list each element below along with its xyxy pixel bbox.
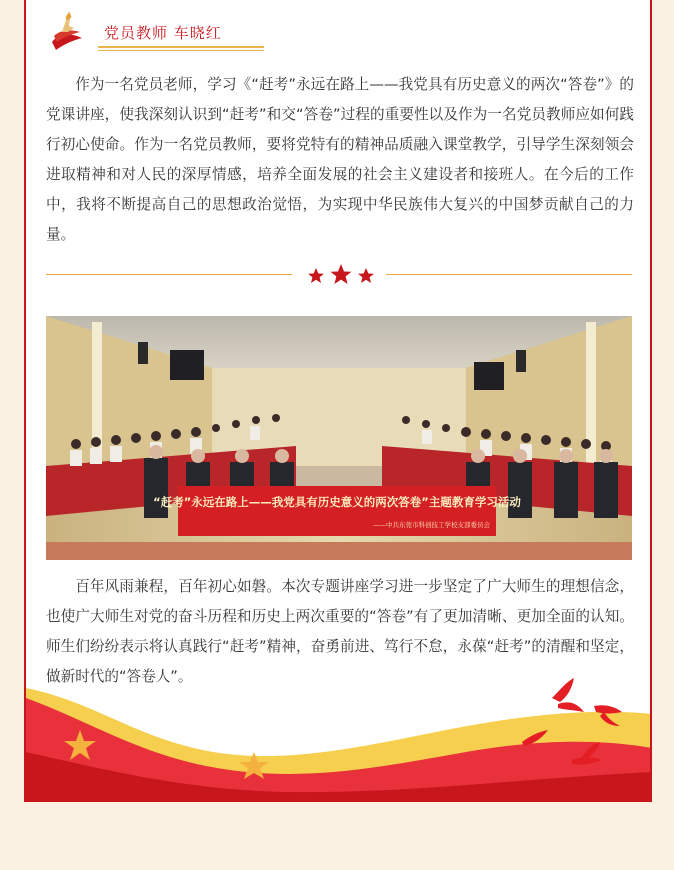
star-divider [46, 262, 632, 288]
three-stars-icon [304, 262, 378, 288]
torch-icon [48, 12, 84, 52]
divider-line-left [46, 274, 292, 275]
header-underline-thin [98, 50, 264, 51]
header-underline [98, 46, 264, 48]
paragraph-reflection: 作为一名党员老师，学习《“赶考”永远在路上——我党具有历史意义的两次“答卷”》的党课讲座，使我深刻认识到“赶考”和交“答卷”过程的重要性以及作为一名党员教师应如何践行初心使命。作为一名党员教师，要将党特有的精神品质融入课堂教学，引导学生深刻领会进取精神和对人民的深厚情感，培养全面发展的社会主义建设者和接班人。在今后的工作中，我将不断提高自己的思想政治觉悟，为实现中华民族伟大复兴的中国梦贡献自己的力量。 [46, 76, 634, 243]
section-header [46, 12, 286, 54]
banner-text: “赶考”永远在路上——我党具有历史意义的两次答卷”主题教育学习活动 [153, 495, 521, 509]
event-photo [46, 316, 632, 560]
content-card [24, 0, 652, 802]
divider-line-right [386, 274, 632, 275]
banner-subtext: ——中共东莞市科创技工学校支部委员会 [373, 521, 490, 529]
lecture-hall-photo [46, 316, 632, 560]
header-title: 党员教师 车晓红 [104, 24, 222, 42]
bottom-decoration [26, 660, 652, 802]
paragraph-summary: 百年风雨兼程，百年初心如磐。本次专题讲座学习进一步坚定了广大师生的理想信念，也使广大师生对党的奋斗历程和历史上两次重要的“答卷”有了更加清晰、更加全面的认知。师生们纷纷表示将认真践行“赶考”精神，奋勇前进、笃行不怠，永葆“赶考”的清醒和坚定，做新时代的“答卷人”。 [46, 578, 634, 685]
